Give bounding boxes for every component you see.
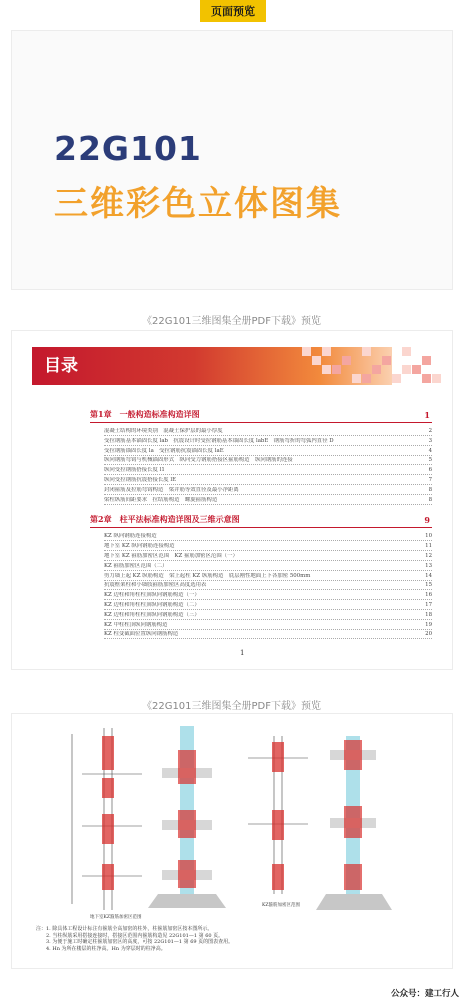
toc-entry xyxy=(104,612,432,620)
toc-entry xyxy=(104,592,432,600)
toc-page xyxy=(11,330,453,670)
toc-entry-text: KZ 中柱柱顶纵向钢筋构造 xyxy=(104,621,168,628)
toc-entry-text: 梁柱纵筋间距要求 拉结筋构造 螺旋箍筋构造 xyxy=(104,496,218,503)
toc-entry xyxy=(104,631,432,639)
toc-entry-page: 4 xyxy=(428,447,432,454)
toc-entry-text: 地下室 KZ 箍筋加密区范围 KZ 箍筋加密区范围（一） xyxy=(104,553,238,559)
toc-entry xyxy=(104,477,432,485)
diagram-note-line: 2. 当柱纵筋采用搭接连接时，搭接区范围内箍筋构造见 22G101—1 第 60 页。 xyxy=(36,932,224,939)
diagram-note-line: 注：1. 除具体工程设计标注有箍筋全高加密的柱外，柱箍筋加密区按本图所示。 xyxy=(36,926,213,932)
toc-entry-page: 16 xyxy=(425,592,432,599)
column-stirrup-diagram xyxy=(12,714,454,924)
toc-entry xyxy=(104,622,432,630)
toc-entry-page: 6 xyxy=(428,467,432,474)
toc-entry-text: 地下室 KZ 纵向钢筋连接构造 xyxy=(104,543,175,550)
toc-entry-page: 7 xyxy=(428,477,432,483)
toc-entry-text: 纵向钢筋弯钩与机械锚固形式 纵向受力钢筋搭接区箍筋构造 纵向钢筋的连接 xyxy=(104,457,293,464)
toc-entry xyxy=(104,543,432,551)
toc-entry-text: 受拉钢筋锚固长度 la 受拉钢筋抗震锚固长度 laE xyxy=(104,447,224,454)
toc-entry-page: 15 xyxy=(425,582,432,589)
toc-entry-page: 10 xyxy=(425,533,432,540)
toc-entry xyxy=(104,553,432,561)
diagram-page xyxy=(11,713,453,969)
toc-entry xyxy=(104,582,432,590)
diagram-note-line: 4. Hn 为所在楼层的柱净高。Hn 为穿层时的柱净高。 xyxy=(36,945,166,952)
right-3d-column xyxy=(316,736,392,910)
toc-chapter-label: 第1章 一般构造标准构造详图 xyxy=(90,409,200,419)
left-diagram-caption: 地下室KZ箍筋加密区范围 xyxy=(90,915,142,920)
toc-entry xyxy=(104,573,432,581)
toc-entry-page: 12 xyxy=(425,553,432,559)
cover-code: 22G101 xyxy=(54,129,202,168)
cover-title: 三维彩色立体图集 xyxy=(54,184,342,224)
toc-chapter-page: 9 xyxy=(424,515,430,526)
toc-chapter-label: 第2章 柱平法标准构造详图及三维示意图 xyxy=(90,514,240,525)
toc-entry-page: 17 xyxy=(425,602,432,608)
toc-entry-page: 8 xyxy=(428,496,432,503)
toc-entry xyxy=(104,563,432,571)
toc-entry xyxy=(104,428,432,436)
diagram-note-line: 3. 为便于施工时确定柱箍筋加密区的高度，可按 22G101—1 第 69 页的图表查用。 xyxy=(36,939,234,945)
toc-entry-page: 11 xyxy=(425,543,432,550)
toc-entry-page: 13 xyxy=(425,562,432,569)
toc-entry-page: 2 xyxy=(428,428,432,434)
toc-entry xyxy=(104,497,432,505)
toc-entry xyxy=(104,457,432,465)
left-3d-column xyxy=(148,726,226,908)
toc-entry-text: 抗震框架柱和小墙肢箍筋加密区高度选用表 xyxy=(104,582,207,589)
toc-entry-page: 20 xyxy=(425,631,432,638)
toc-entry-text: KZ 边柱和角柱柱顶纵向钢筋构造（一） xyxy=(104,592,200,599)
toc-entry-text: KZ 柱变截面位置纵向钢筋构造 xyxy=(104,631,179,638)
preview-caption: 《22G101三维图集全册PDF下载》预览 xyxy=(141,316,322,327)
right-2d-stirrups xyxy=(272,742,284,890)
page-number: 1 xyxy=(240,649,245,657)
banner-mosaic-decoration xyxy=(302,347,452,385)
toc-entry-text: 剪力墙上起 KZ 纵筋构造 梁上起柱 KZ 纵筋构造 底层刚性地面上下各加密 500mm xyxy=(104,572,311,579)
preview-badge: 页面预览 xyxy=(200,0,266,22)
toc-chapter-page: 1 xyxy=(424,410,430,420)
toc-entry-text: KZ 纵向钢筋连接构造 xyxy=(104,533,157,540)
toc-entry xyxy=(104,487,432,495)
toc-entry-page: 19 xyxy=(425,621,432,628)
toc-heading: 目录 xyxy=(44,356,78,376)
toc-entry-page: 14 xyxy=(425,572,432,579)
toc-entry xyxy=(104,438,432,446)
toc-chapter xyxy=(90,409,432,423)
diagram-notes xyxy=(36,926,366,952)
toc-entry-text: 封闭箍筋及拉筋弯钩构造 梁并筋等效直径及最小净距离 xyxy=(104,486,239,493)
toc-entry-page: 18 xyxy=(425,611,432,618)
toc-entry xyxy=(104,448,432,456)
toc-entry-page: 8 xyxy=(428,486,432,493)
right-diagram-caption: KZ箍筋加密区范围 xyxy=(262,903,300,908)
toc-entry-text: 纵向受拉钢筋抗震搭接长度 lE xyxy=(104,477,177,483)
toc-entry-text: KZ 边柱和角柱柱顶纵向钢筋构造（三） xyxy=(104,611,200,618)
toc-entry-page: 3 xyxy=(428,437,432,444)
toc-entry-text: 纵向受拉钢筋搭接长度 l1 xyxy=(104,467,165,474)
toc-entry-text: KZ 边柱和角柱柱顶纵向钢筋构造（二） xyxy=(104,602,200,608)
toc-entry xyxy=(104,602,432,610)
preview-caption: 《22G101三维图集全册PDF下载》预览 xyxy=(141,701,322,712)
toc-entry-text: 受拉钢筋基本锚固长度 lab 抗震设计时受拉钢筋基本锚固长度 labE 钢筋弯折的弯弧内直径 D xyxy=(104,437,334,444)
toc-entry-page: 5 xyxy=(428,457,432,464)
toc-entry xyxy=(104,533,432,541)
toc-entry xyxy=(104,467,432,475)
footer-credit: 公众号：建工行人 xyxy=(390,989,459,999)
toc-entry-text: 混凝土结构的环境类别 混凝土保护层的最小厚度 xyxy=(104,428,223,434)
toc-chapter xyxy=(90,514,432,528)
cover-page xyxy=(11,30,453,290)
toc-entry-text: KZ 箍筋加密区范围（二） xyxy=(104,562,168,569)
